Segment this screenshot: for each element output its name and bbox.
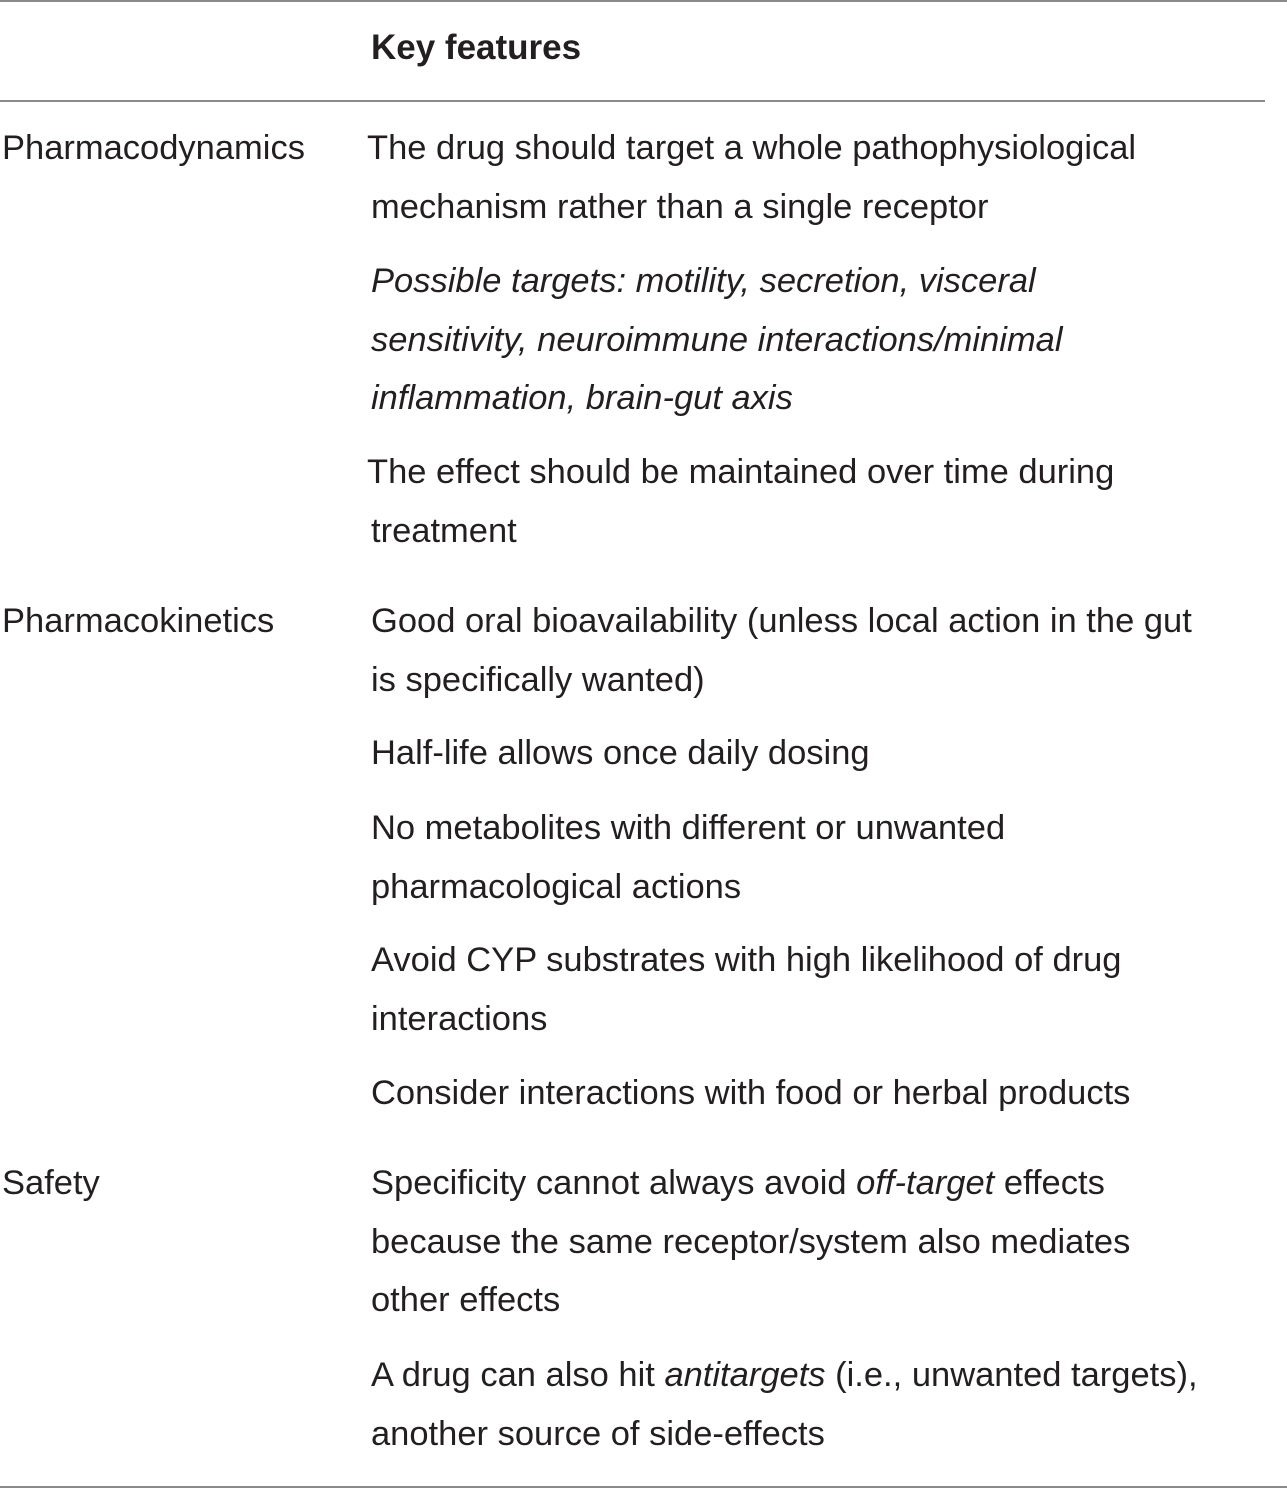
feature-line: treatment bbox=[371, 511, 517, 550]
feature-pd-mechanism bbox=[367, 119, 1136, 236]
column-header-key-features: Key features bbox=[371, 28, 582, 67]
category-pharmacokinetics: Pharmacokinetics bbox=[2, 602, 275, 640]
feature-pk-cyp bbox=[371, 931, 1122, 1048]
feature-pk-food-interactions bbox=[371, 1064, 1130, 1123]
feature-line: another source of side-effects bbox=[371, 1414, 825, 1453]
feature-line: Avoid CYP substrates with high likelihood of drug bbox=[371, 941, 1122, 979]
feature-line: sensitivity, neuroimmune interactions/minimal bbox=[371, 320, 1063, 359]
feature-line: other effects bbox=[371, 1281, 561, 1319]
feature-line: Good oral bioavailability (unless local action in the gut bbox=[371, 602, 1192, 640]
feature-line: A drug can also hit antitargets (i.e., unwanted targets), bbox=[371, 1356, 1198, 1394]
feature-pk-metabolites bbox=[371, 799, 1005, 916]
feature-line: Specificity cannot always avoid off-target effects bbox=[371, 1164, 1105, 1202]
feature-line: Possible targets: motility, secretion, visceral bbox=[371, 262, 1036, 300]
feature-pd-possible-targets bbox=[371, 252, 1063, 428]
feature-pk-half-life bbox=[371, 724, 870, 783]
emphasis-off-target: off-target bbox=[856, 1164, 995, 1202]
feature-safety-antitargets bbox=[371, 1346, 1198, 1463]
feature-line: pharmacological actions bbox=[371, 867, 742, 906]
category-pharmacodynamics: Pharmacodynamics bbox=[2, 129, 305, 167]
feature-pk-bioavailability bbox=[371, 592, 1192, 709]
header-rule bbox=[0, 100, 1265, 102]
feature-safety-off-target bbox=[371, 1154, 1130, 1330]
feature-line: Consider interactions with food or herbal products bbox=[371, 1074, 1131, 1112]
feature-line: is specifically wanted) bbox=[371, 660, 705, 699]
feature-line: because the same receptor/system also mediates bbox=[371, 1222, 1131, 1261]
feature-line: The effect should be maintained over time during bbox=[367, 453, 1115, 491]
feature-line: interactions bbox=[371, 999, 548, 1038]
emphasis-antitargets: antitargets bbox=[664, 1356, 826, 1394]
table-top-rule bbox=[0, 0, 1287, 2]
feature-line: No metabolites with different or unwanted bbox=[371, 809, 1006, 847]
feature-line: The drug should target a whole pathophysiological bbox=[367, 129, 1137, 167]
feature-line: inflammation, brain-gut axis bbox=[371, 379, 793, 417]
feature-pd-maintained-effect bbox=[367, 443, 1114, 560]
feature-line: mechanism rather than a single receptor bbox=[371, 187, 989, 226]
table-bottom-rule bbox=[0, 1486, 1287, 1488]
feature-line: Half-life allows once daily dosing bbox=[371, 734, 870, 772]
category-safety: Safety bbox=[2, 1164, 100, 1202]
